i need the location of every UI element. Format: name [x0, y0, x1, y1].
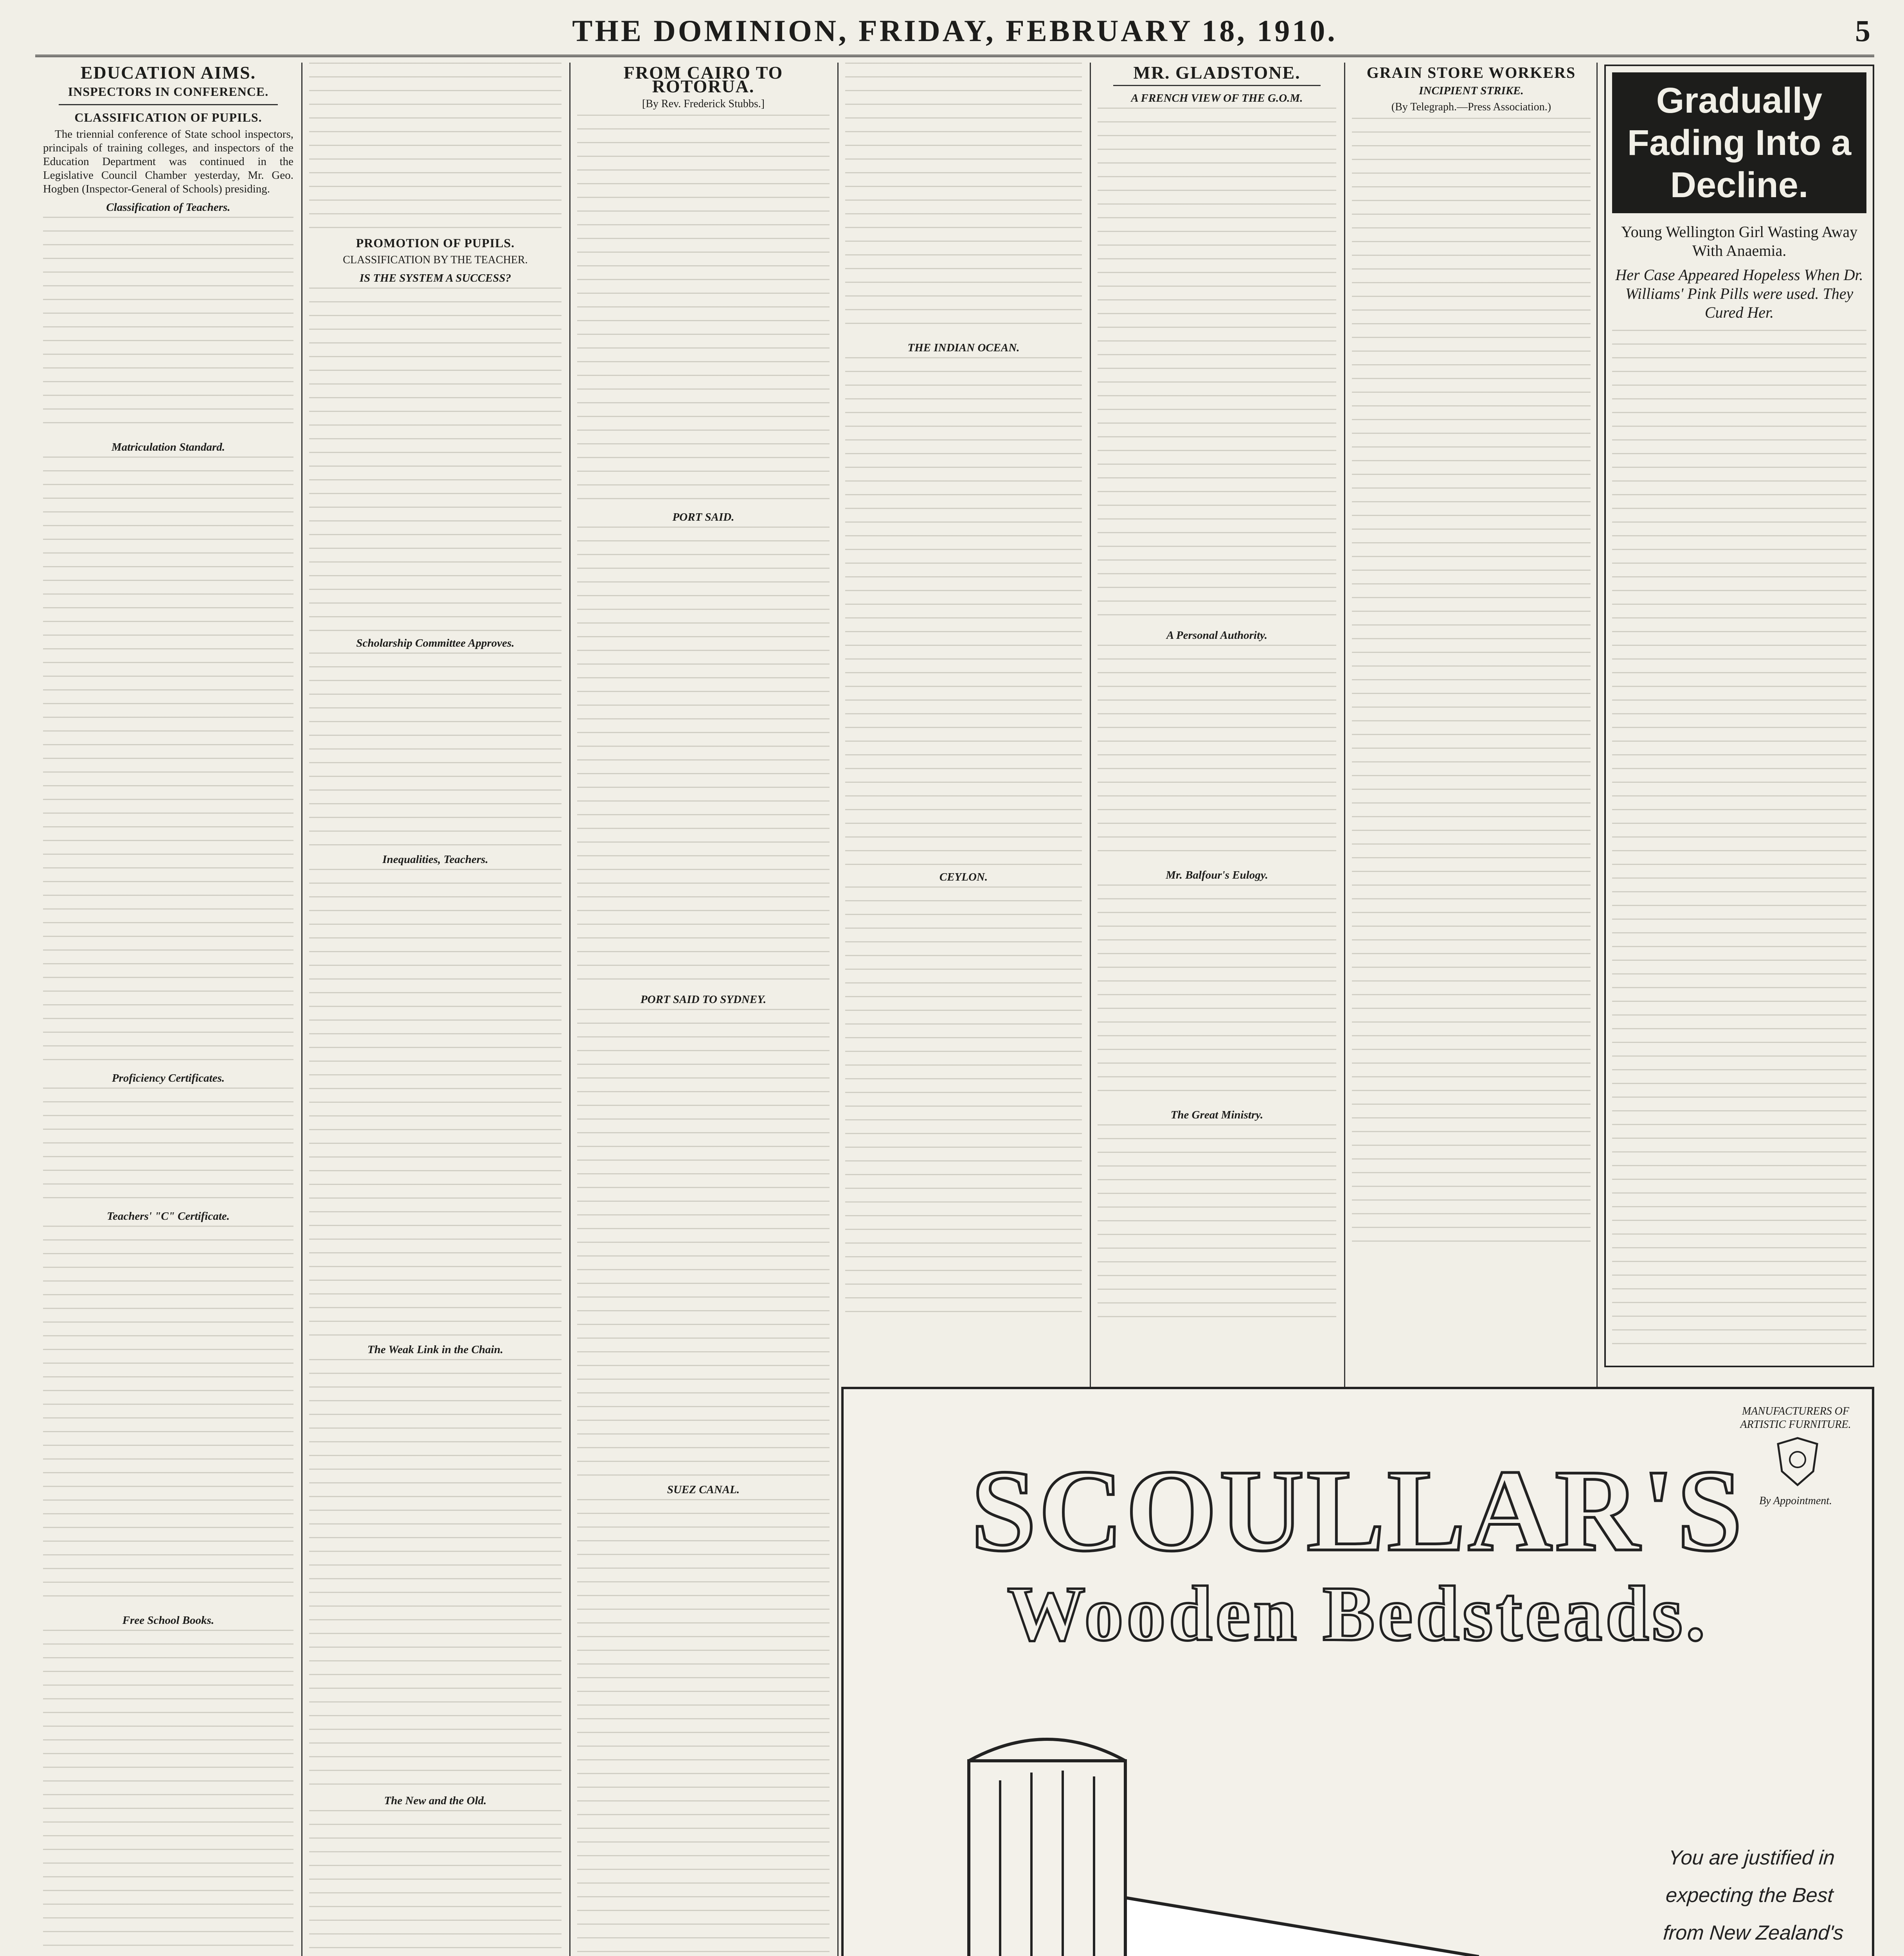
subhead-suez: SUEZ CANAL.: [667, 1483, 740, 1496]
divider: [59, 104, 278, 105]
article-text: [1098, 645, 1336, 864]
column-rule: [301, 63, 302, 1956]
headline-gladstone: MR. GLADSTONE.: [1133, 63, 1301, 83]
ad-brand: SCOULLAR'S: [971, 1445, 1745, 1575]
column-gladstone: [1098, 63, 1336, 1369]
article-text: [309, 869, 561, 1338]
subhead-proficiency: Proficiency Certificates.: [112, 1072, 225, 1084]
article-text: [577, 1009, 830, 1478]
article-text: [577, 1499, 830, 1956]
article-text: [845, 886, 1082, 1317]
article-text: [43, 1088, 293, 1205]
subhead-inequalities: Inequalities, Teachers.: [382, 853, 488, 866]
subhead-personal-authority: A Personal Authority.: [1166, 629, 1268, 642]
subhead-great-ministry: The Great Ministry.: [1170, 1109, 1263, 1121]
subhead-scholarship: Scholarship Committee Approves.: [356, 637, 515, 649]
page-number: 5: [1855, 14, 1870, 48]
article-text: [845, 357, 1082, 866]
subhead-classification-teacher: CLASSIFICATION BY THE TEACHER.: [343, 254, 528, 266]
ad-appointment: By Appointment.: [1759, 1495, 1832, 1507]
headline-cairo-rotorua: FROM CAIRO TO ROTORUA.: [623, 63, 783, 96]
headline-education-aims: EDUCATION AIMS.: [80, 63, 256, 83]
headline-grain-store: GRAIN STORE WORKERS: [1366, 64, 1576, 81]
ad-subhead-italic: Her Case Appeared Hopeless When Dr. Williams' Pink Pills were used. They Cured Her.: [1615, 266, 1863, 321]
column-promotion: [309, 63, 561, 1956]
subhead-free-books: Free School Books.: [122, 1614, 214, 1627]
column-indian-ocean: [845, 63, 1082, 1369]
article-text: [43, 217, 293, 436]
subhead-inspectors: INSPECTORS IN CONFERENCE.: [68, 84, 269, 99]
ad-headline: Gradually Fading Into a Decline.: [1612, 72, 1866, 213]
ad-product: Wooden Bedsteads.: [1007, 1571, 1708, 1657]
subhead-port-said-sydney: PORT SAID TO SYDNEY.: [640, 993, 767, 1006]
subhead-teachers-c: Teachers' "C" Certificate.: [107, 1210, 230, 1222]
dateline: (By Telegraph.—Press Association.): [1391, 101, 1551, 113]
article-text: [1352, 118, 1591, 1252]
headline-promotion: PROMOTION OF PUPILS.: [356, 236, 515, 250]
ad-subhead: Young Wellington Girl Wasting Away With Anaemia.: [1621, 223, 1858, 259]
divider: [1113, 85, 1321, 86]
subhead-classification-teachers: Classification of Teachers.: [106, 201, 230, 214]
subhead-system-success: IS THE SYSTEM A SUCCESS?: [359, 272, 511, 284]
column-cairo-rotorua: [577, 63, 830, 1956]
article-text: [1098, 1124, 1336, 1320]
article-text: [577, 115, 830, 506]
article-text: [309, 63, 561, 231]
subhead-indian-ocean: THE INDIAN OCEAN.: [907, 342, 1020, 354]
column-rule: [837, 63, 839, 1956]
article-text: [577, 527, 830, 988]
article-text: [309, 288, 561, 632]
subhead-new-old: The New and the Old.: [384, 1794, 487, 1807]
column-rule: [569, 63, 570, 1956]
subhead-matriculation: Matriculation Standard.: [111, 441, 225, 453]
article-text: [845, 63, 1082, 336]
article-lead: The triennial conference of State school inspectors, principals of training colleges, and inspectors of the Education Department was continued in the Legislative Council Chamber yesterday, Mr. Geo. Hogben (Inspector-General of Schools) presiding.: [43, 128, 293, 195]
column-grain-store: [1352, 63, 1591, 1369]
ad-tagline: You are justified in expecting the Best from New Zealand's: [1662, 1846, 1845, 1944]
article-text: [43, 1630, 293, 1956]
masthead: [35, 12, 1874, 57]
oak-bedstead-illustration-icon: [891, 1702, 1556, 1956]
pink-pills-advertisement: [1604, 65, 1874, 1367]
article-text: [1098, 885, 1336, 1104]
newspaper-title: THE DOMINION, FRIDAY, FEBRUARY 18, 1910.: [572, 14, 1337, 48]
byline-stubbs: [By Rev. Frederick Stubbs.]: [642, 98, 765, 110]
article-text: [309, 1359, 561, 1789]
article-text: [309, 1810, 561, 1956]
scoullar-advertisement: [841, 1387, 1874, 1956]
ad-makers: MANUFACTURERS OF ARTISTIC FURNITURE.: [1740, 1405, 1851, 1431]
article-text: [1098, 108, 1336, 624]
column-education-aims: [43, 63, 293, 1956]
subhead-balfour: Mr. Balfour's Eulogy.: [1166, 869, 1268, 881]
article-text: [43, 1226, 293, 1609]
subhead-weak-link: The Weak Link in the Chain.: [367, 1343, 503, 1356]
article-text: [309, 653, 561, 848]
subhead-incipient-strike: INCIPIENT STRIKE.: [1419, 84, 1524, 97]
subhead-port-said: PORT SAID.: [672, 511, 734, 523]
section-classification: CLASSIFICATION OF PUPILS.: [74, 110, 262, 124]
subhead-ceylon: CEYLON.: [939, 871, 988, 883]
article-text: [43, 457, 293, 1067]
ad-body-text: [1612, 330, 1866, 1347]
subhead-french-view: A FRENCH VIEW OF THE G.O.M.: [1131, 92, 1303, 104]
